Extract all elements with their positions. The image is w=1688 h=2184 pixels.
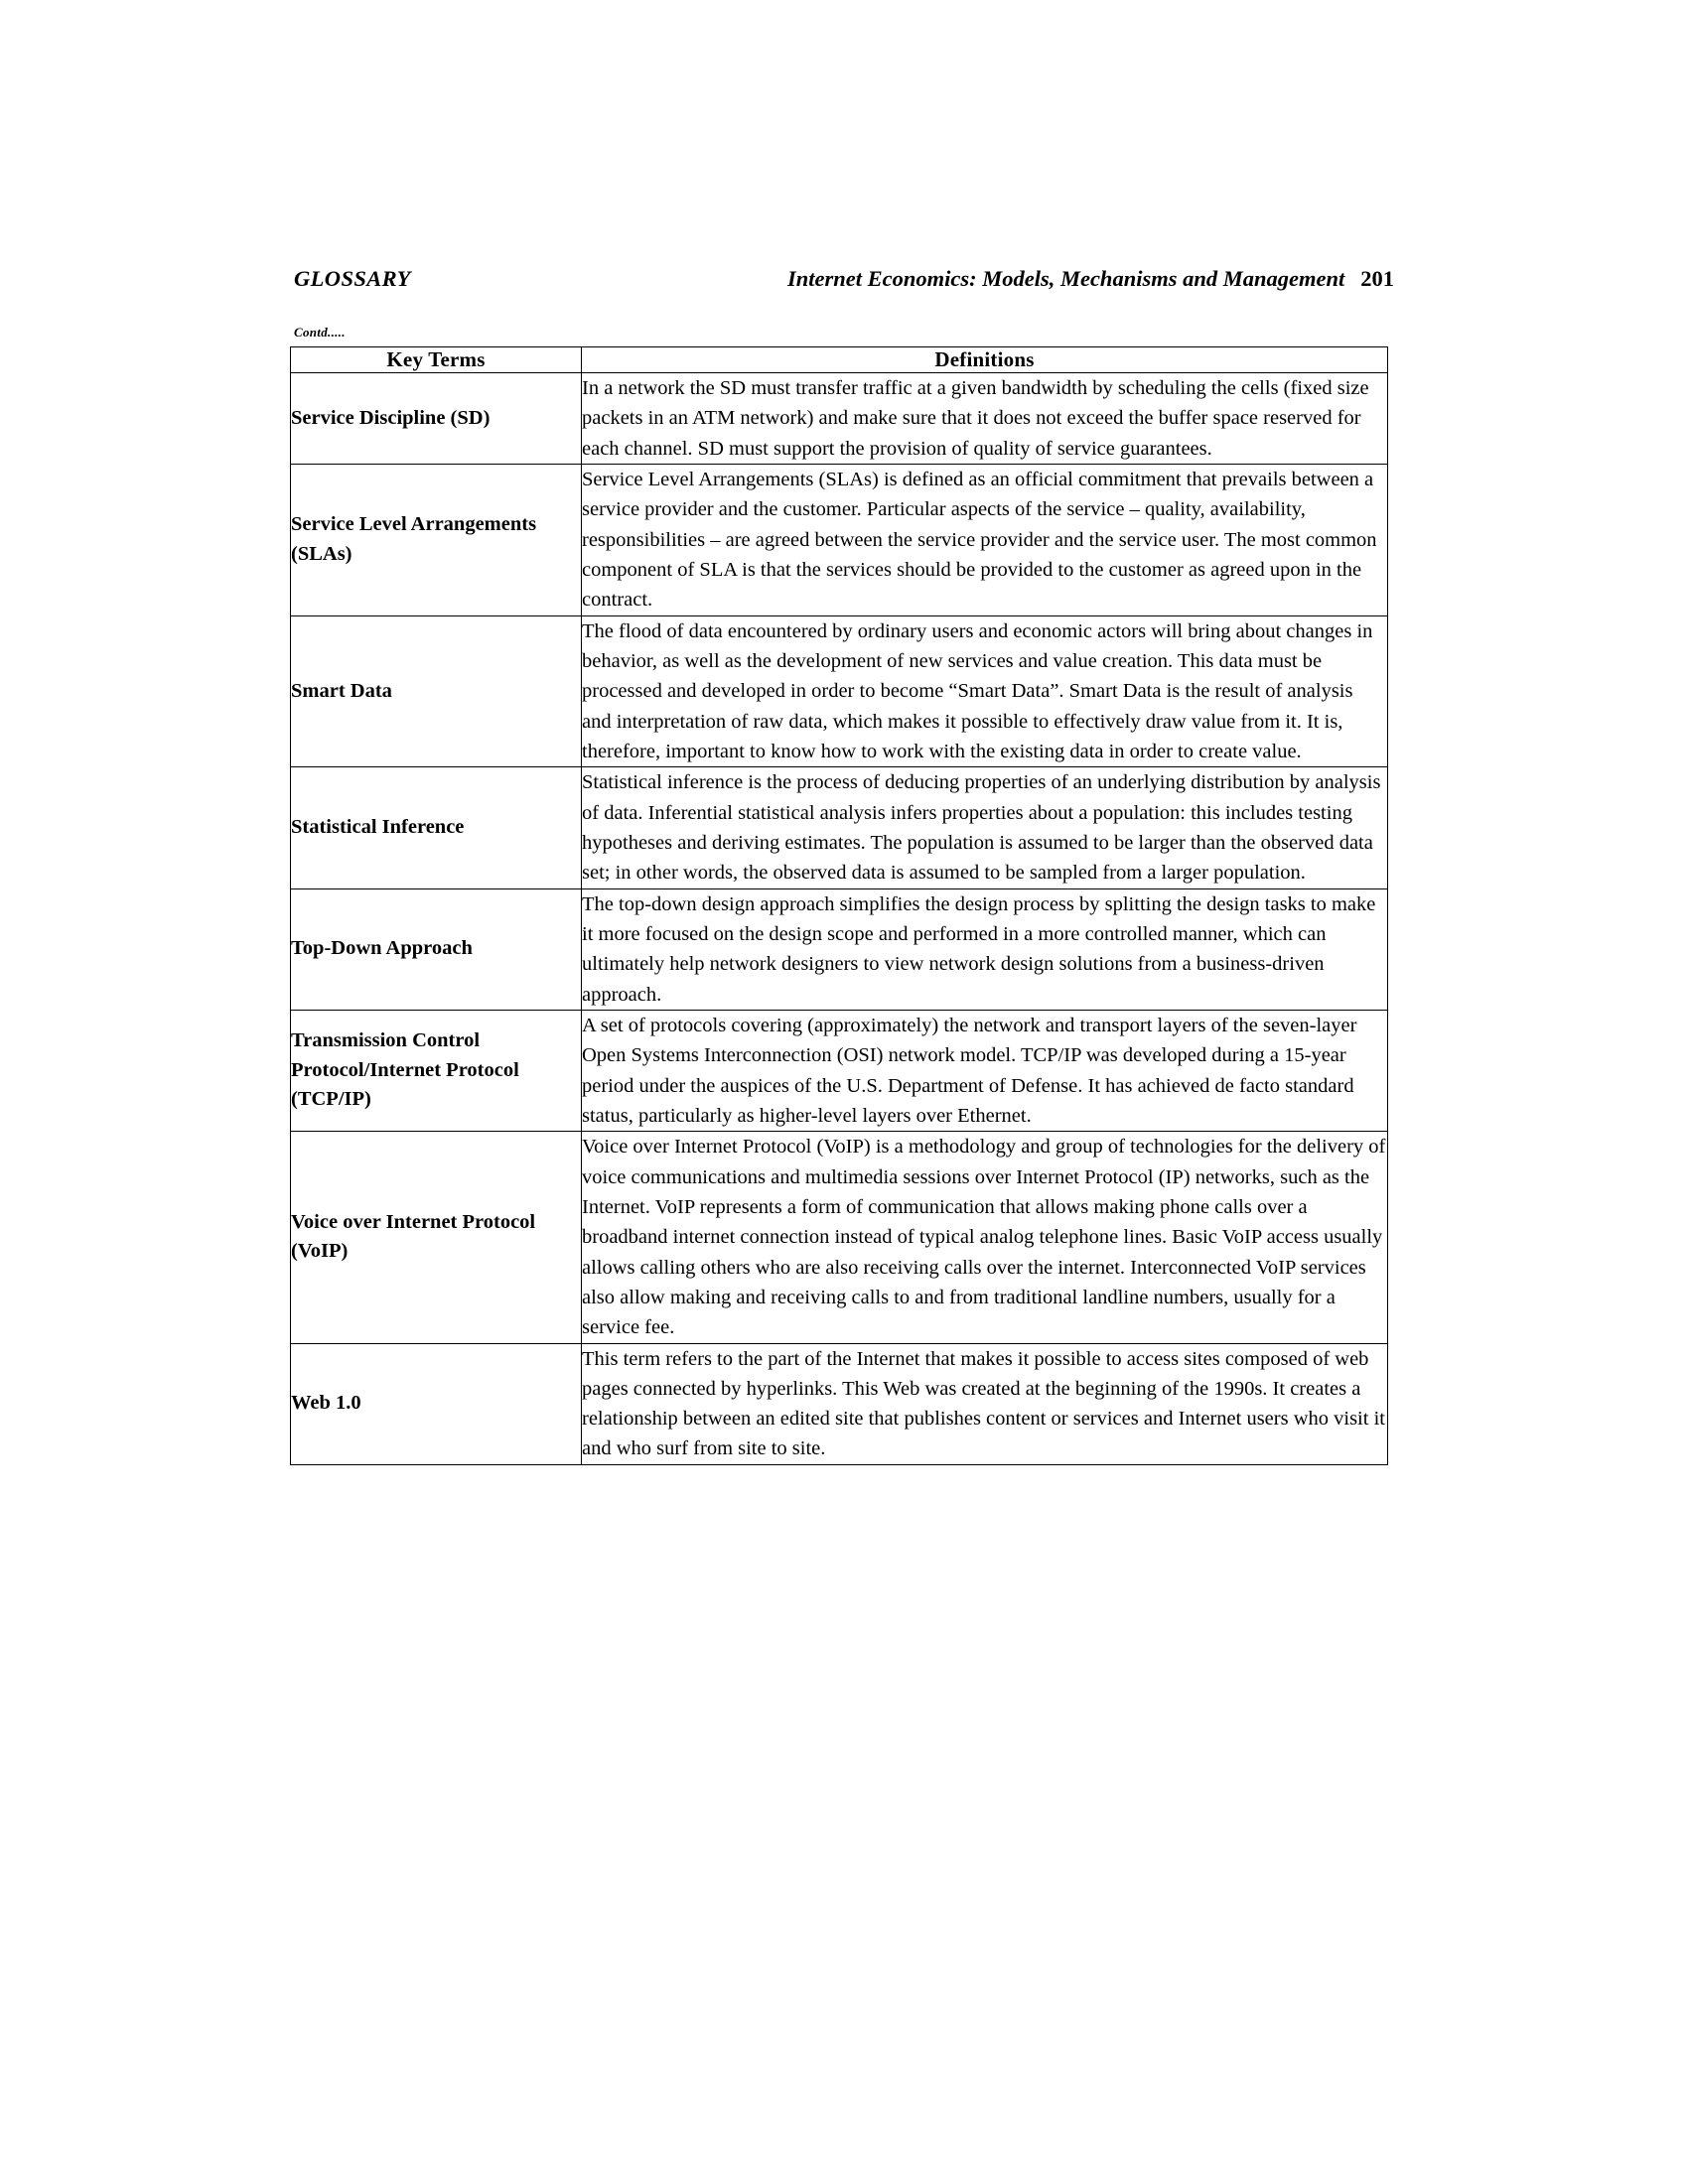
- term-cell: Service Discipline (SD): [291, 373, 582, 465]
- definition-cell: Voice over Internet Protocol (VoIP) is a methodology and group of technologies for the delivery of voice communications and multimedia sessions over Internet Protocol (IP) networks, such as the Internet. VoIP represents a form of communication that allows making phone calls over a broadband internet connection instead of typical analog telephone lines. Basic VoIP access usually allows calling others who are also receiving calls over the internet. Interconnected VoIP services also allow making and receiving calls to and from traditional landline numbers, usually for a service fee.: [582, 1132, 1388, 1343]
- definition-cell: In a network the SD must transfer traffic at a given bandwidth by scheduling the cells (fixed size packets in an ATM network) and make sure that it does not exceed the buffer space reserved for each channel. SD must support the provision of quality of service guarantees.: [582, 373, 1388, 465]
- term-cell: Service Level Arrangements (SLAs): [291, 464, 582, 615]
- continued-note: Contd.....: [294, 325, 346, 340]
- table-row: [291, 888, 1388, 1010]
- table-header-row: [291, 347, 1388, 373]
- definition-cell: The flood of data encountered by ordinary users and economic actors will bring about changes in behavior, as well as the development of new services and value creation. This data must be processed and developed in order to become “Smart Data”. Smart Data is the result of analysis and interpretation of raw data, which makes it possible to effectively draw value from it. It is, therefore, important to know how to work with the existing data in order to create value.: [582, 615, 1388, 767]
- table-row: [291, 373, 1388, 465]
- table-row: [291, 615, 1388, 767]
- definition-cell: Statistical inference is the process of deducing properties of an underlying distribution by analysis of data. Inferential statistical analysis infers properties about a population: this includes testing hypotheses and deriving estimates. The population is assumed to be larger than the observed data set; in other words, the observed data is assumed to be sampled from a larger population.: [582, 767, 1388, 888]
- term-cell: Transmission Control Protocol/Internet Protocol (TCP/IP): [291, 1010, 582, 1131]
- definition-cell: The top-down design approach simplifies the design process by splitting the design tasks to make it more focused on the design scope and performed in a more controlled manner, which can ultimately help network designers to view network design solutions from a business-driven approach.: [582, 888, 1388, 1010]
- page-number: 201: [1360, 266, 1394, 291]
- table-row: [291, 1132, 1388, 1343]
- definition-cell: Service Level Arrangements (SLAs) is defined as an official commitment that prevails between a service provider and the customer. Particular aspects of the service – quality, availability, responsibilities – are agreed between the service provider and the service user. The most common component of SLA is that the services should be provided to the customer as agreed upon in the contract.: [582, 464, 1388, 615]
- table-row: [291, 1343, 1388, 1464]
- page-header: [294, 266, 1394, 292]
- term-cell: Top-Down Approach: [291, 888, 582, 1010]
- header-book-title: Internet Economics: Models, Mechanisms and Management: [786, 266, 1345, 291]
- header-section-label: GLOSSARY: [294, 266, 411, 291]
- table-row: [291, 464, 1388, 615]
- definition-cell: This term refers to the part of the Internet that makes it possible to access sites composed of web pages connected by hyperlinks. This Web was created at the beginning of the 1990s. It creates a relationship between an edited site that publishes content or services and Internet users who visit it and who surf from site to site.: [582, 1343, 1388, 1464]
- table-row: [291, 1010, 1388, 1131]
- definition-cell: A set of protocols covering (approximately) the network and transport layers of the seven-layer Open Systems Interconnection (OSI) network model. TCP/IP was developed during a 15-year period under the auspices of the U.S. Department of Defense. It has achieved de facto standard status, particularly as higher-level layers over Ethernet.: [582, 1010, 1388, 1131]
- header-right-group: [787, 266, 1394, 292]
- column-header-definitions: Definitions: [582, 347, 1388, 373]
- term-cell: Web 1.0: [291, 1343, 582, 1464]
- term-cell: Smart Data: [291, 615, 582, 767]
- table-row: [291, 767, 1388, 888]
- glossary-table: [290, 346, 1388, 1465]
- term-cell: Voice over Internet Protocol (VoIP): [291, 1132, 582, 1343]
- column-header-key-terms: Key Terms: [291, 347, 582, 373]
- term-cell: Statistical Inference: [291, 767, 582, 888]
